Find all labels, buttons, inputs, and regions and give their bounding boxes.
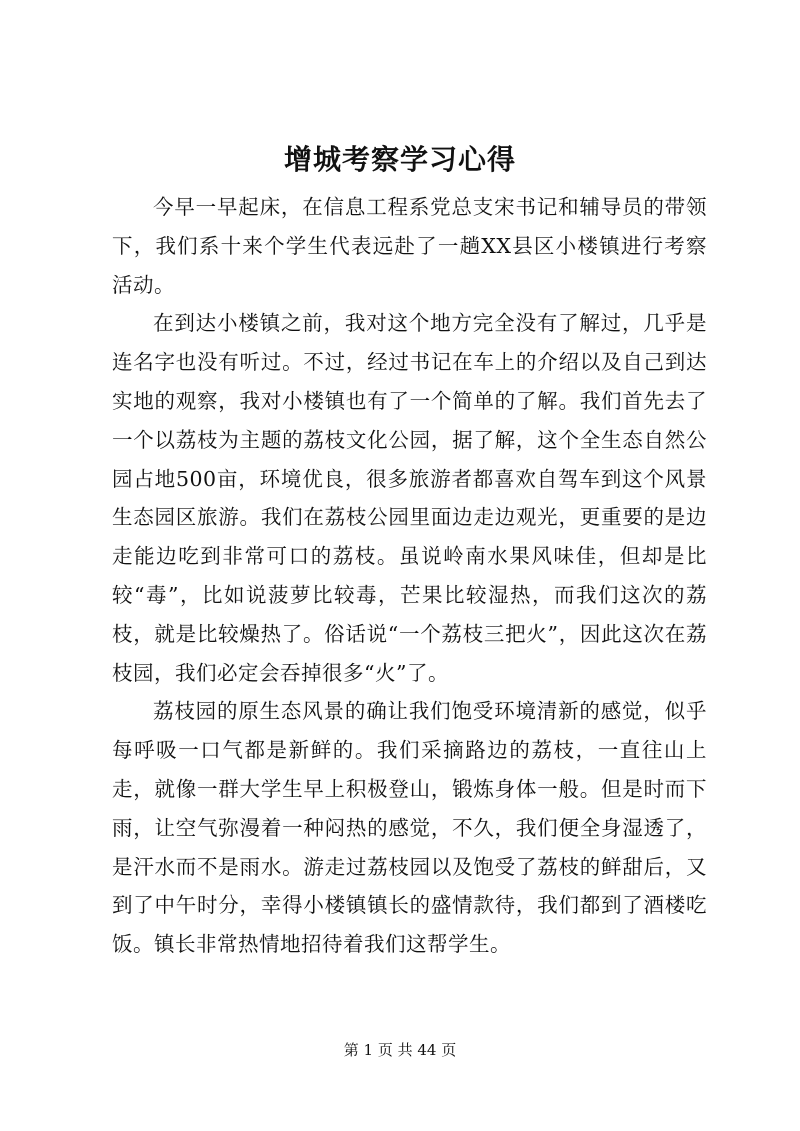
document-title: 增城考察学习心得	[283, 143, 516, 176]
paragraph-1: 今早一早起床，在信息工程系党总支宋书记和辅导员的带领下，我们系十来个学生代表远赴了一趟XX县区小楼镇进行考察活动。	[112, 195, 707, 297]
paragraph-2: 在到达小楼镇之前，我对这个地方完全没有了解过，几乎是连名字也没有听过。不过，经过书记在车上的介绍以及自己到达实地的观察，我对小楼镇也有了一个简单的了解。我们首先去了一个以荔枝为主题的荔枝文化公园，据了解，这个全生态自然公园占地500亩，环境优良，很多旅游者都喜欢自驾车到这个风景生态园区旅游。我们在荔枝公园里面边走边观光，更重要的是边走能边吃到非常可口的荔枝。虽说岭南水果风味佳，但却是比较“毒”，比如说菠萝比较毒，芒果比较湿热，而我们这次的荔枝，就是比较燥热了。俗话说“一个荔枝三把火”，因此这次在荔枝园，我们必定会吞掉很多“火”了。	[112, 311, 707, 685]
page-number-footer: 第 1 页 共 44 页	[343, 1041, 457, 1059]
paragraph-3: 荔枝园的原生态风景的确让我们饱受环境清新的感觉，似乎每呼吸一口气都是新鲜的。我们采摘路边的荔枝，一直往山上走，就像一群大学生早上积极登山，锻炼身体一般。但是时而下雨，让空气弥漫着一种闷热的感觉，不久，我们便全身湿透了，是汗水而不是雨水。游走过荔枝园以及饱受了荔枝的鲜甜后，又到了中午时分，幸得小楼镇镇长的盛情款待，我们都到了酒楼吃饭。镇长非常热情地招待着我们这帮学生。	[112, 699, 707, 957]
document-body	[112, 188, 707, 964]
